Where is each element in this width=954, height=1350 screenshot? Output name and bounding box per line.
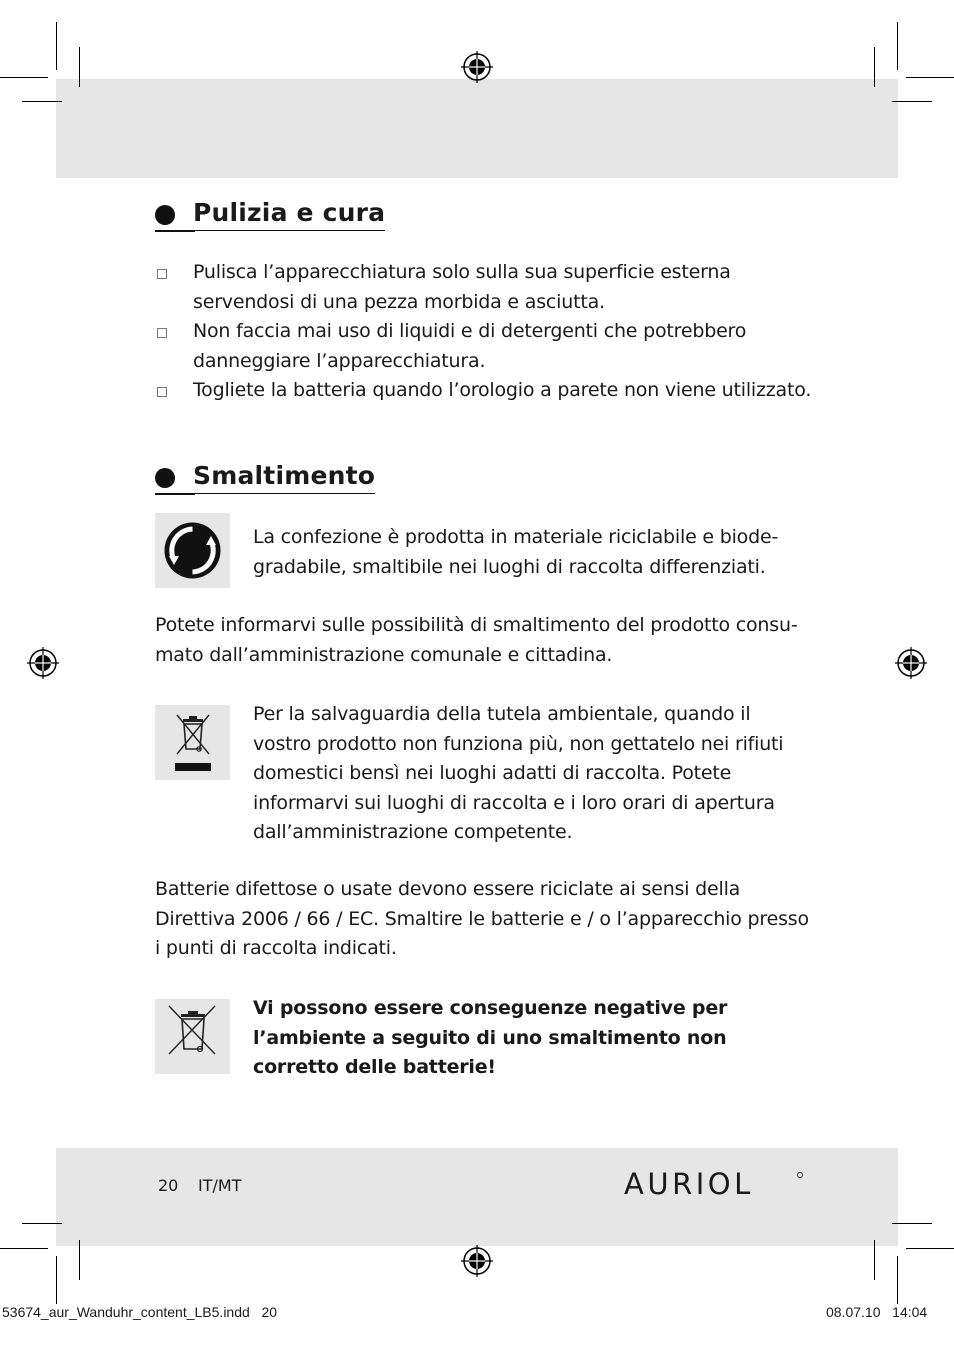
crossed-bin-weee-icon xyxy=(155,705,230,780)
packaging-note: La confezione è prodotta in materiale riciclabile e biode-gradabile, smaltibile nei luoghi di raccolta differenziati. xyxy=(253,526,779,578)
print-slug-date: 08.07.10 14:04 xyxy=(826,1304,928,1320)
section-bullet xyxy=(155,205,175,225)
header-band xyxy=(56,79,898,178)
registration-mark-icon xyxy=(461,1245,493,1277)
list-item: Togliete la batteria quando l’orologio a parete non viene utilizzato. xyxy=(155,376,815,406)
list-item: Non faccia mai uso di liquidi e di detergenti che potrebbero danneggiare l’apparecchiatura. xyxy=(155,317,815,376)
print-slug-file: 53674_aur_Wanduhr_content_LB5.indd 20 xyxy=(2,1304,278,1320)
weee-icon-box xyxy=(155,705,230,780)
section-bullet xyxy=(155,468,175,488)
checkbox-bullet-icon xyxy=(157,387,167,397)
brand-logo-text: AURIOL xyxy=(624,1167,754,1200)
section-title: Smaltimento xyxy=(193,461,375,494)
recycling-icon-box xyxy=(155,513,230,588)
weee-note: Per la salvaguardia della tutela ambientale, quando il vostro prodotto non funziona più, non gettatelo nei rifiuti domestici bensì nei luoghi adatti di raccolta. Potete informarvi sui luoghi di raccolta e i loro orari di apertura dall’amministrazione competente. xyxy=(253,703,784,843)
auriol-logo xyxy=(624,1166,804,1200)
battery-icon-box xyxy=(155,999,230,1074)
checkbox-bullet-icon xyxy=(157,269,167,279)
battery-note: Batterie difettose o usate devono essere riciclate ai sensi della Direttiva 2006 / 66 / EC. Smaltire le batterie e / o l’apparecchio presso i punti di raccolta indicati. xyxy=(155,878,809,959)
registration-mark-icon xyxy=(895,647,927,679)
warning-note: Vi possono essere conseguenze negative per l’ambiente a seguito di uno smaltimento non corretto delle batterie! xyxy=(253,997,728,1078)
section-heading-disposal xyxy=(155,461,375,494)
cleaning-list xyxy=(155,258,815,406)
section-title: Pulizia e cura xyxy=(193,198,385,231)
green-dot-recycling-icon xyxy=(155,513,230,588)
checkbox-bullet-icon xyxy=(157,328,167,338)
municipal-note: Potete informarvi sulle possibilità di smaltimento del prodotto consu-mato dall’amministrazione comunale e cittadina. xyxy=(155,614,798,666)
language-code: IT/MT xyxy=(198,1176,242,1195)
crossed-bin-battery-icon xyxy=(155,999,230,1074)
registration-mark-icon xyxy=(461,51,493,83)
section-heading-cleaning xyxy=(155,198,385,231)
registration-mark-icon xyxy=(27,647,59,679)
list-item: Pulisca l’apparecchiatura solo sulla sua superficie esterna servendosi di una pezza morbida e asciutta. xyxy=(155,258,815,317)
page-number: 20 xyxy=(158,1176,179,1195)
